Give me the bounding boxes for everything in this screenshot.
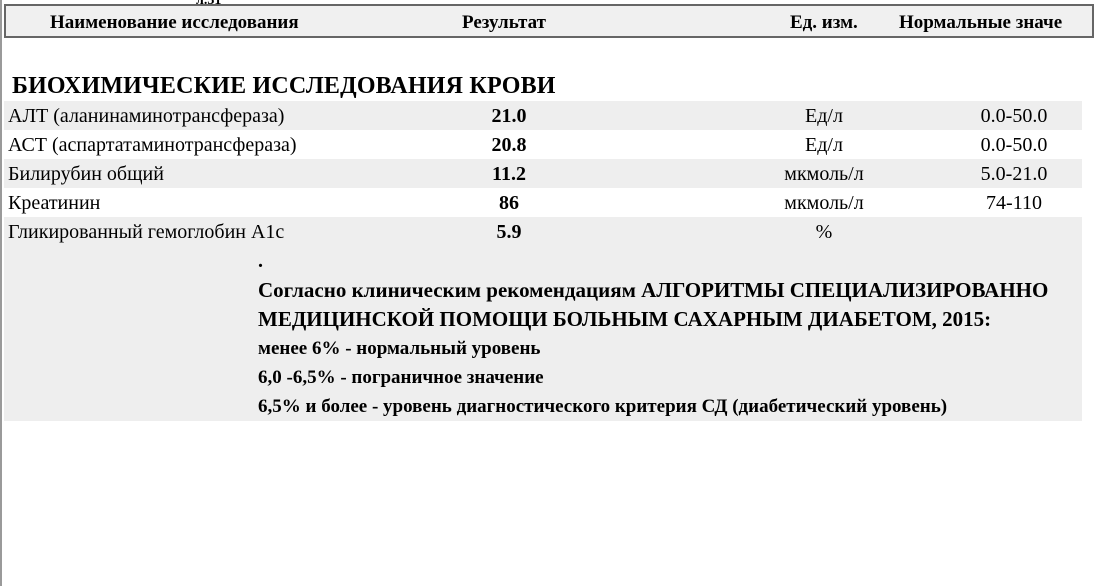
- test-unit: мкмоль/л: [784, 192, 864, 214]
- header-result: Результат: [462, 12, 546, 33]
- test-unit: Ед/л: [805, 134, 843, 156]
- test-unit: Ед/л: [805, 105, 843, 127]
- test-name: Билирубин общий: [8, 163, 164, 185]
- table-row: [4, 101, 1082, 130]
- table-row: [4, 188, 1082, 217]
- header-norm: Нормальные значе: [899, 12, 1063, 33]
- test-result: 21.0: [491, 105, 527, 127]
- test-result: 86: [499, 192, 519, 214]
- hba1c-note: [4, 246, 1082, 421]
- header-name: Наименование исследования: [50, 12, 299, 33]
- note-line: менее 6% - нормальный уровень: [258, 338, 541, 359]
- test-result: 20.8: [491, 134, 527, 156]
- note-line: МЕДИЦИНСКОЙ ПОМОЩИ БОЛЬНЫМ САХАРНЫМ ДИАБЕТОМ, 2015:: [258, 307, 992, 331]
- note-line: 6,0 -6,5% - пограничное значение: [258, 367, 544, 388]
- test-norm: 0.0-50.0: [980, 134, 1048, 156]
- note-dot: .: [258, 250, 263, 272]
- test-unit: мкмоль/л: [784, 163, 864, 185]
- test-result: 11.2: [492, 163, 526, 185]
- table-row: [4, 130, 1082, 159]
- note-line: Согласно клиническим рекомендациям АЛГОРИТМЫ СПЕЦИАЛИЗИРОВАННО: [258, 278, 1049, 302]
- results-table: [4, 101, 1082, 246]
- test-name: Гликированный гемоглобин A1c: [8, 221, 285, 243]
- test-norm: 5.0-21.0: [980, 163, 1048, 185]
- note-text: [258, 276, 1048, 421]
- test-name: АЛТ (аланинаминотрансфераза): [8, 105, 285, 127]
- test-result: 5.9: [496, 221, 522, 243]
- header-unit: Ед. изм.: [790, 12, 858, 33]
- table-row: [4, 217, 1082, 246]
- test-norm: 74-110: [986, 192, 1042, 214]
- table-row: [4, 159, 1082, 188]
- test-name: Креатинин: [8, 192, 101, 214]
- note-line: 6,5% и более - уровень диагностического критерия СД (диабетический уровень): [258, 396, 948, 417]
- test-name: АСТ (аспартатаминотрансфераза): [8, 134, 297, 156]
- test-norm: 0.0-50.0: [980, 105, 1048, 127]
- section-title: БИОХИМИЧЕСКИЕ ИССЛЕДОВАНИЯ КРОВИ: [12, 73, 556, 99]
- test-unit: %: [815, 221, 833, 243]
- table-header: [4, 4, 1094, 38]
